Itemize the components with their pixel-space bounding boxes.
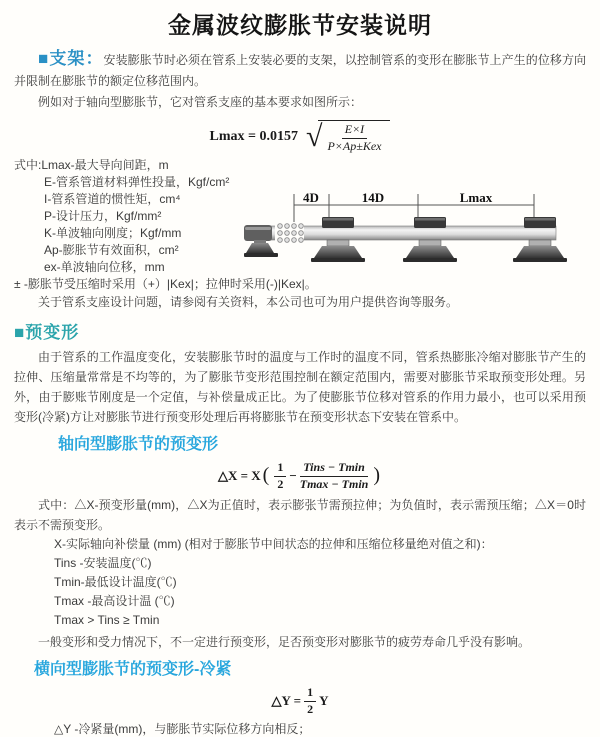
support-section-heading: ■支架：	[38, 49, 104, 68]
definition-item: E-管系管道材料弹性投量，Kgf/cm²	[44, 175, 230, 189]
section-marker-square: ■	[14, 323, 26, 342]
definition-item: Tmax > Tins ≥ Tmin	[54, 613, 160, 627]
page-title: 金属波纹膨胀节安装说明	[168, 12, 432, 38]
lateral-predeform-formula	[14, 686, 586, 716]
axial-definition-list	[14, 535, 586, 630]
support-intro-text: 安装膨胀节时必须在管系上安装必要的支架，以控制管系的变形在膨胀节上产生的位移方向并限制在膨胀节的额定位移范围内。	[14, 53, 587, 88]
axial-formula-explanation: 式中：△X-预变形量(mm)，△X为正值时，表示膨张节需预拉伸；为负值时，表示需预压缩；△X＝0时表示不需预变形。	[14, 498, 586, 532]
axial-general-note: 一般变形和受力情况下，不一定进行预变形，足否预变形对膨胀节的疲劳寿命几乎没有影响。	[38, 635, 531, 649]
predeform-section-heading: ■预变形	[14, 323, 80, 342]
one-half-fraction: $\frac{1}{2}$	[304, 686, 316, 717]
lmax-formula-lhs: Lmax = 0.0157	[209, 129, 298, 144]
lateral-subsection-heading: 横向型膨胀节的预变形-冷紧	[34, 661, 232, 678]
lmax-formula-fraction	[327, 123, 381, 154]
support-spacing-diagram	[244, 190, 596, 290]
one-half-fraction: $\frac{1}{2}$	[274, 461, 286, 492]
lateral-formula-lhs: △Y =	[271, 693, 302, 708]
dimension-label-14d: 14D	[361, 190, 385, 205]
minus-sign: −	[289, 468, 297, 483]
sign-convention-note: ± -膨胀节受压缩时采用（+）|Kex|；拉伸时采用(-)|Kex|。	[14, 277, 317, 291]
lateral-formula-rhs: Y	[319, 693, 329, 708]
definition-item: X-实际轴向补偿量 (mm) (相对于膨胀节中间状态的拉伸和压缩位移量绝对值之和)：	[54, 537, 493, 551]
lmax-formula	[14, 119, 586, 155]
bellows-icon	[275, 222, 304, 246]
radical-sign: √	[306, 120, 323, 153]
radicand	[318, 120, 390, 154]
definition-item: K-单波轴向刚度；Kgf/mm	[44, 226, 182, 240]
definition-item: Tmax -最高设计温 (℃)	[54, 594, 175, 608]
axial-subsection-heading: 轴向型膨胀节的预变形	[58, 436, 219, 453]
definition-item: Tins -安装温度(℃)	[54, 556, 152, 570]
left-paren: (	[262, 463, 270, 486]
definition-item: Ap-膨胀节有效面积，cm²	[44, 243, 179, 257]
fraction-denominator: P×Ap±Kex	[327, 139, 382, 153]
definition-item: I-管系管道的惯性矩，cm⁴	[44, 192, 181, 206]
predeform-body-paragraph: 由于管系的工作温度变化，安装膨胀节时的温度与工作时的温度不同，管系热膨胀冷缩对膨胀节产生的拉伸、压缩量常常是不均等的，为了膨胀节变形范围控制在额定范围内，需要对膨胀节采取预变形处理。另外，由于膨账节刚度是一个定值，与补偿量成正比。为了使膨胀节位移对管系的作用力最小，也可以采用预变形(冷紧)方让对膨胀节进行预变形处理后再将膨胀节在预变形状态下安装在管系中。	[14, 350, 586, 424]
definition-item: Tmin-最低设计温度(℃)	[54, 575, 177, 589]
definition-item: ex-单波轴向位移，mm	[44, 260, 165, 274]
support-intro-paragraph	[14, 48, 586, 92]
axial-predeform-formula	[14, 459, 586, 493]
right-paren: )	[373, 463, 381, 486]
section-marker-square: ■	[38, 49, 50, 68]
consulting-note: 关于管系支座设计问题，请参阅有关资料，本公司也可为用户提供咨询等服务。	[38, 295, 459, 309]
definition-item: P-设计压力，Kgf/mm²	[44, 209, 162, 223]
fraction-numerator: E×I	[342, 123, 367, 139]
support-example-line: 例如对于轴向型膨胀节，它对管系支座的基本要求如图所示：	[38, 95, 363, 109]
definition-lead: 式中:Lmax-最大导向间距，m	[14, 158, 169, 172]
lmax-formula-sqrt	[306, 120, 390, 154]
temperature-fraction: $\frac{\text{Tins − Tmin}}{Tmax - Tmin}$	[299, 459, 369, 491]
dimension-label-4d: 4D	[303, 190, 319, 205]
dimension-label-lmax: Lmax	[459, 190, 493, 205]
lateral-formula-note: △Y -冷紧量(mm)，与膨胀节实际位移方向相反；	[54, 722, 311, 736]
axial-formula-lhs: △X = X	[217, 468, 261, 483]
